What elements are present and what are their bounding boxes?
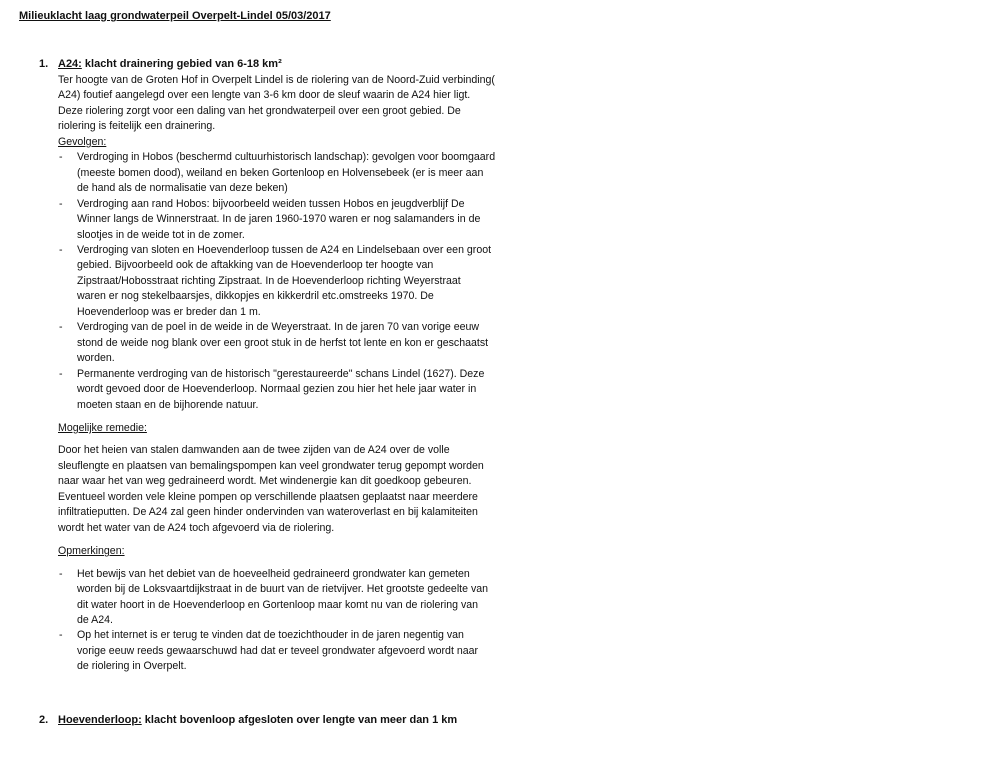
bullet-dash: - — [59, 243, 63, 256]
list-item-line: Het bewijs van het debiet van de hoeveelheid gedraineerd grondwater kan gemeten — [77, 567, 470, 580]
opmerkingen-label: Opmerkingen: — [58, 545, 125, 558]
section-1-heading-text: klacht drainering gebied van 6-18 km² — [81, 58, 282, 70]
bullet-dash: - — [59, 567, 63, 580]
list-item — [58, 150, 508, 196]
remedie-line: wordt het water van de A24 toch afgevoerd via de riolering. — [58, 521, 335, 534]
remedie-line: naar waar het van weg gedraineerd wordt. Met windenergie kan dit goedkoop gebeuren. — [58, 475, 472, 488]
intro-line: A24) foutief aangelegd over een lengte van 3-6 km door de sleuf waarin de A24 hier ligt. — [58, 89, 471, 102]
list-item-line: (meeste bomen dood), weiland en beken Gortenloop en Holvensebeek (er is meer aan — [77, 166, 484, 179]
section-2-heading — [39, 714, 457, 726]
list-item-line: worden. — [77, 352, 115, 365]
remedie-line: Eventueel worden vele kleine pompen op verschillende plaatsen geplaatst naar meerdere — [58, 490, 478, 503]
intro-paragraph — [58, 73, 508, 135]
list-item-line: Verdroging van sloten en Hoevenderloop tussen de A24 en Lindelsebaan over een groot — [77, 243, 492, 256]
opmerkingen-list — [58, 567, 508, 675]
list-item-line: de hand als de normalisatie van deze beken) — [77, 182, 288, 195]
gevolgen-list — [58, 150, 508, 413]
remedie-line: sleuflengte en plaatsen van bemalingspompen kan veel grondwater terug gepompt worden — [58, 459, 484, 472]
list-item-line: waren er nog stekelbaarsjes, dikkopjes en kikkerdril etc.omstreeks 1970. De — [77, 290, 434, 303]
list-item — [58, 628, 508, 674]
list-item — [58, 567, 508, 629]
list-item-line: moeten staan en de bijhorende natuur. — [77, 398, 259, 411]
list-item-line: Verdroging van de poel in de weide in de Weyerstraat. In de jaren 70 van vorige eeuw — [77, 321, 480, 334]
remedie-line: Door het heien van stalen damwanden aan de twee zijden van de A24 over de volle — [58, 444, 450, 457]
section-2-number: 2. — [39, 714, 49, 726]
remedie-label: Mogelijke remedie: — [58, 421, 147, 434]
list-item — [58, 197, 508, 243]
list-item-line: Winner langs de Winnerstraat. In de jaren 1960-1970 waren er nog salamanders in de — [77, 213, 481, 226]
section-1-number: 1. — [39, 58, 49, 70]
list-item-line: Zipstraat/Hobosstraat richting Zipstraat. In de Hoevenderloop richting Weyerstraat — [77, 274, 461, 287]
section-1-body — [58, 73, 508, 675]
bullet-dash: - — [59, 367, 63, 380]
list-item-line: vorige eeuw reeds gewaarschuwd had dat er teveel grondwater afgevoerd wordt naar — [77, 644, 479, 657]
list-item-line: Op het internet is er terug te vinden dat de toezichthouder in de jaren negentig van — [77, 629, 464, 642]
section-1-heading — [58, 58, 282, 70]
list-item-line: Permanente verdroging van de historisch "gerestaureerde" schans Lindel (1627). Deze — [77, 367, 485, 380]
list-item — [58, 243, 508, 320]
list-item-line: Verdroging aan rand Hobos: bijvoorbeeld weiden tussen Hobos en jeugdverblijf De — [77, 197, 465, 210]
document-title: Milieuklacht laag grondwaterpeil Overpelt-Lindel 05/03/2017 — [19, 10, 331, 22]
bullet-dash: - — [59, 151, 63, 164]
list-item — [58, 367, 508, 413]
list-item-line: gebied. Bijvoorbeeld ook de aftakking van de Hoevenderloop ter hoogte van — [77, 259, 434, 272]
list-item-line: de riolering in Overpelt. — [77, 660, 187, 673]
intro-line: Deze riolering zorgt voor een daling van het grondwaterpeil over een groot gebied. De — [58, 104, 461, 117]
list-item-line: Verdroging in Hobos (beschermd cultuurhistorisch landschap): gevolgen voor boomgaard — [77, 151, 496, 164]
list-item-line: dit water hoort in de Hoevenderloop en Gortenloop maar komt nu van de riolering van — [77, 598, 479, 611]
intro-line: Ter hoogte van de Groten Hof in Overpelt Lindel is de riolering van de Noord-Zuid verbinding( — [58, 74, 495, 86]
remedie-paragraph — [58, 443, 508, 536]
gevolgen-label: Gevolgen: — [58, 135, 107, 148]
intro-line: riolering is feitelijk een drainering. — [58, 120, 216, 133]
section-1-heading-key: A24: — [58, 58, 82, 70]
list-item-line: worden bij de Loksvaartdijkstraat in de buurt van de rietvijver. Het grootste gedeelte van — [77, 583, 489, 596]
section-2-heading-key: Hoevenderloop: — [58, 714, 142, 726]
list-item-line: slootjes in de weide tot in de zomer. — [77, 228, 245, 241]
bullet-dash: - — [59, 321, 63, 334]
bullet-dash: - — [59, 197, 63, 210]
list-item — [58, 320, 508, 366]
list-item-line: Hoevenderloop was er breder dan 1 m. — [77, 305, 261, 318]
section-2-heading-text: klacht bovenloop afgesloten over lengte van meer dan 1 km — [141, 714, 458, 726]
remedie-line: infiltratieputten. De A24 zal geen hinder ondervinden van wateroverlast en bij kalamiteiten — [58, 506, 478, 519]
list-item-line: de A24. — [77, 613, 113, 626]
list-item-line: stond de weide nog blank over een groot stuk in de herfst tot lente en kon er geschaatst — [77, 336, 489, 349]
bullet-dash: - — [59, 629, 63, 642]
list-item-line: wordt gevoed door de Hoevenderloop. Normaal gezien zou hier het hele jaar water in — [77, 383, 477, 396]
